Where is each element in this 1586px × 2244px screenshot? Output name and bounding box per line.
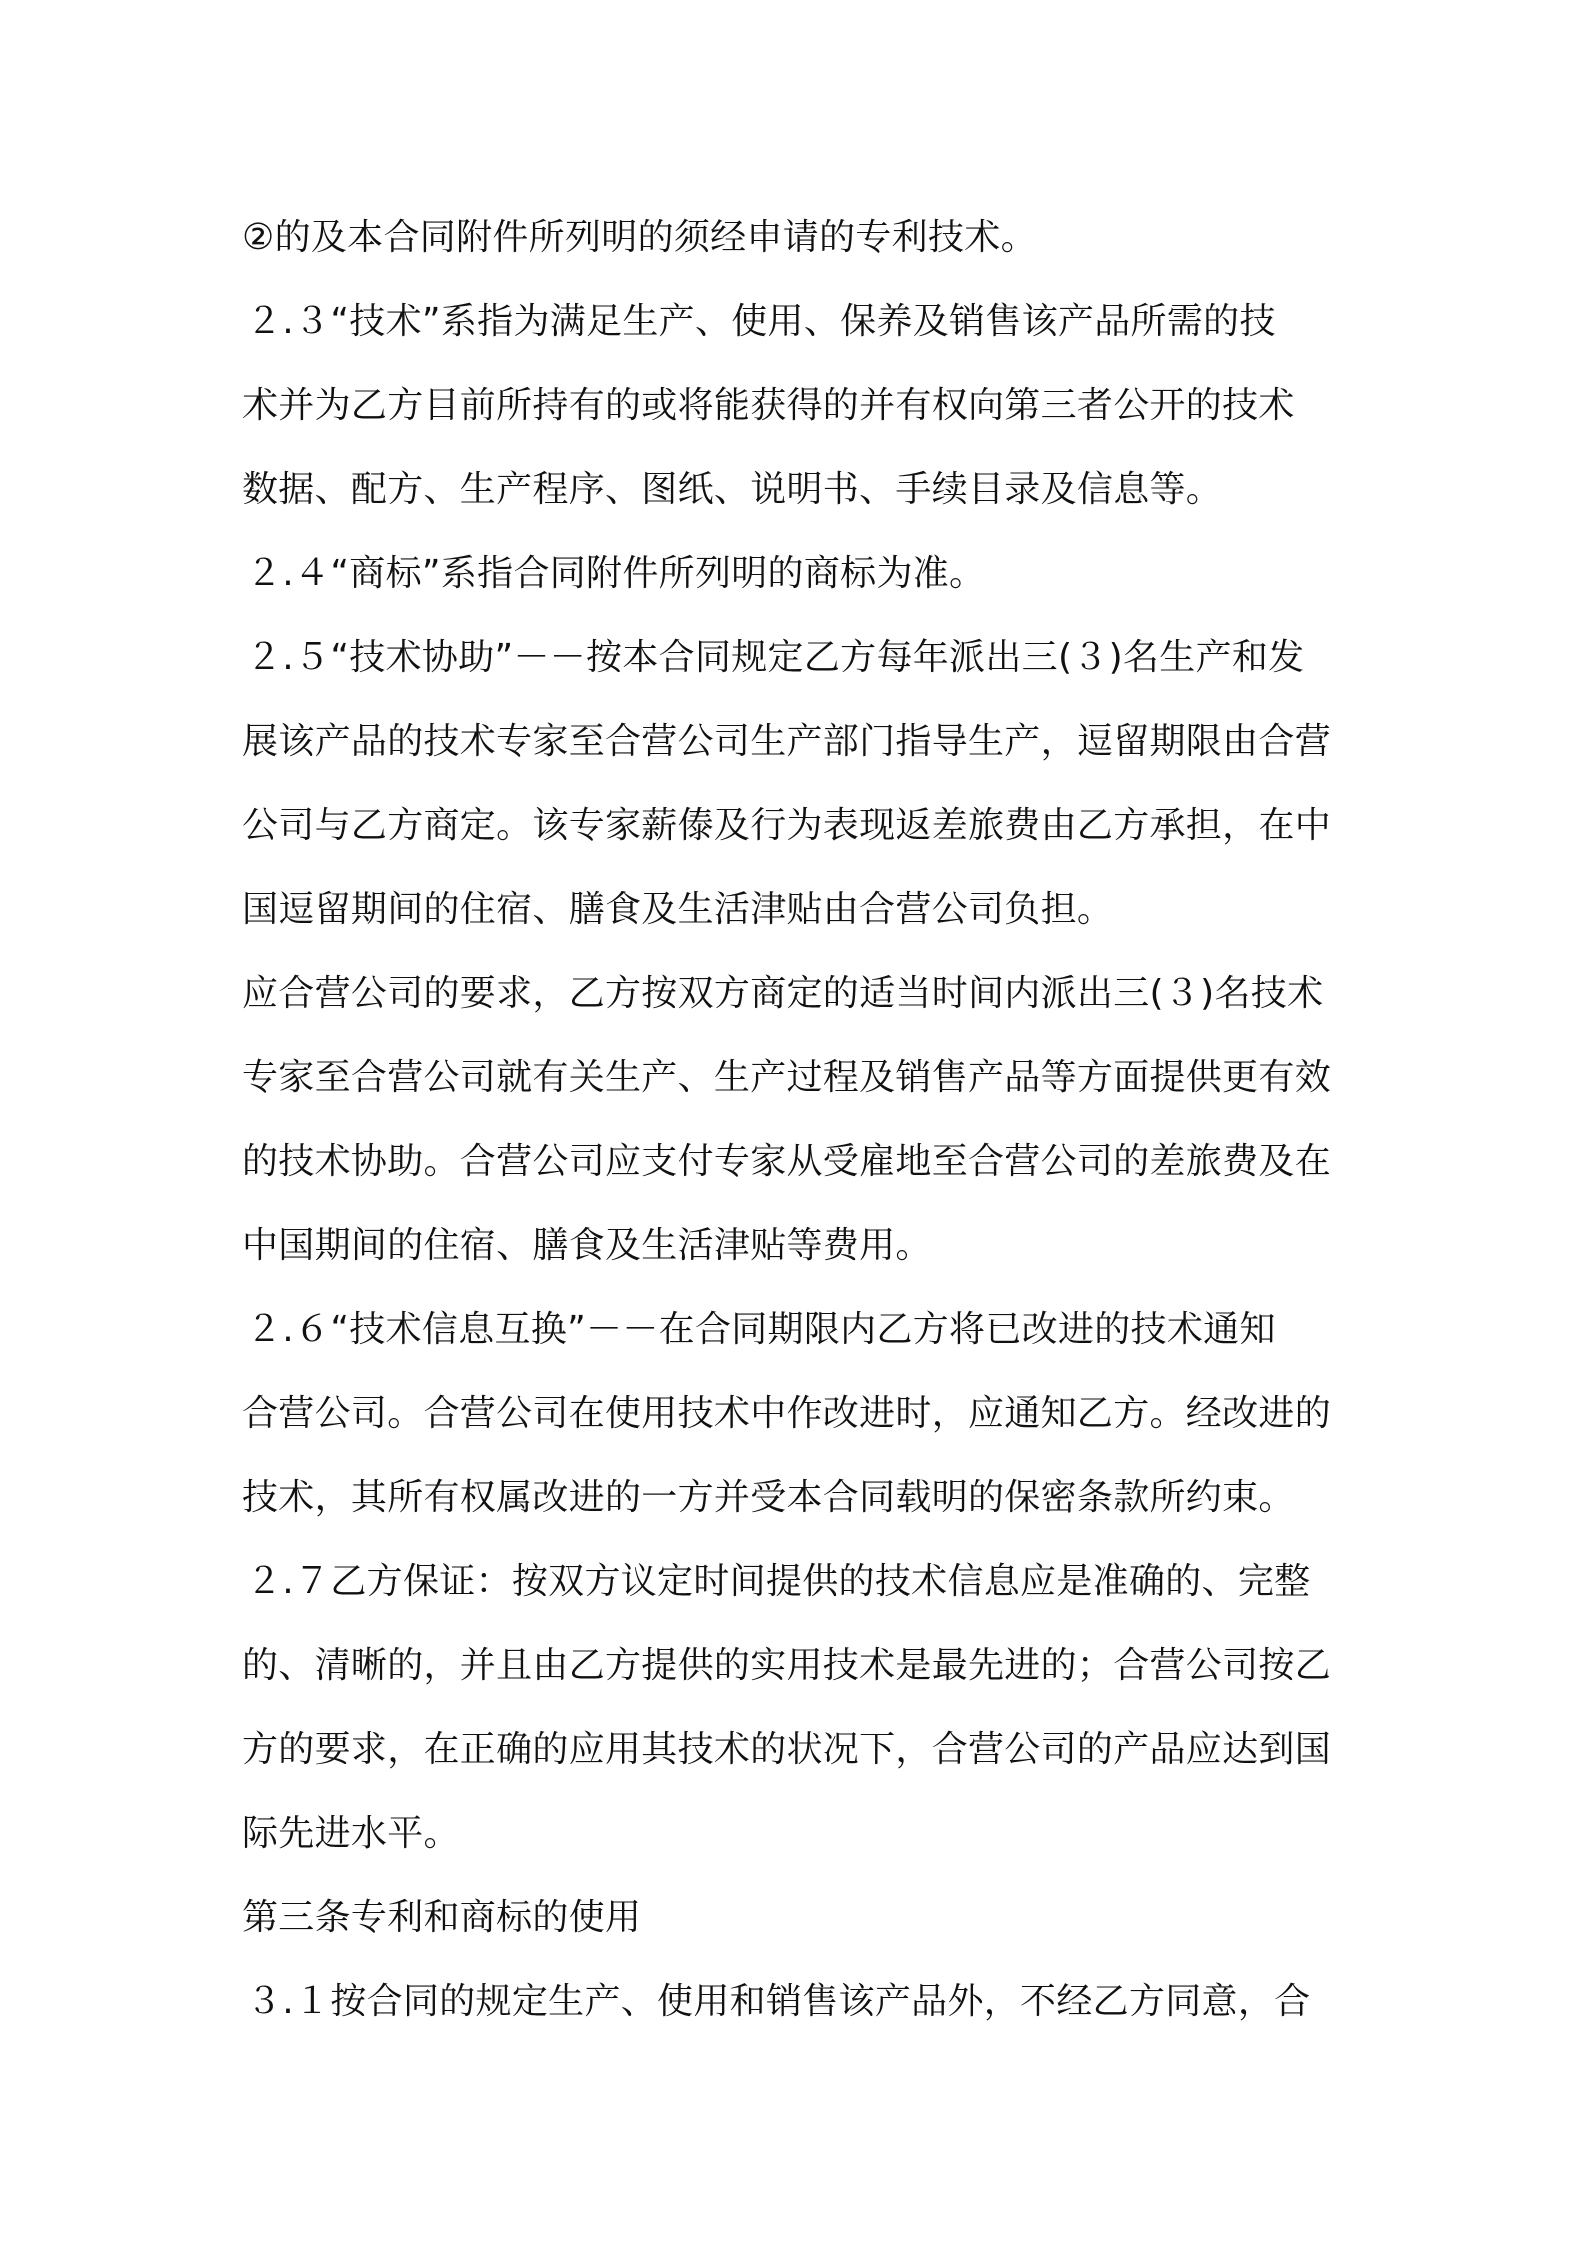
text-line: 数据、配方、生产程序、图纸、说明书、手续目录及信息等。 bbox=[242, 469, 1223, 510]
clause-3-1-line: ３.１按合同的规定生产、使用和销售该产品外，不经乙方同意，合 bbox=[246, 1981, 1311, 2022]
contract-text bbox=[242, 196, 1360, 2044]
article-3-heading: 第三条专利和商标的使用 bbox=[242, 1897, 642, 1938]
text-line: 国逗留期间的住宿、膳食及生活津贴由合营公司负担。 bbox=[242, 889, 1114, 930]
clause-2-5-line: ２.５“技术协助”－－按本合同规定乙方每年派出三(３)名生产和发 bbox=[246, 637, 1305, 678]
clause-2-3-line: ２.３“技术”系指为满足生产、使用、保养及销售该产品所需的技 bbox=[246, 301, 1276, 342]
text-line: 中国期间的住宿、膳食及生活津贴等费用。 bbox=[242, 1225, 932, 1266]
text-line: 技术，其所有权属改进的一方并受本合同载明的保密条款所约束。 bbox=[242, 1477, 1295, 1518]
text-line: 的技术协助。合营公司应支付专家从受雇地至合营公司的差旅费及在 bbox=[242, 1141, 1332, 1182]
clause-2-7-line: ２.７乙方保证：按双方议定时间提供的技术信息应是准确的、完整 bbox=[246, 1561, 1311, 1602]
text-line: 展该产品的技术专家至合营公司生产部门指导生产，逗留期限由合营 bbox=[242, 721, 1332, 762]
text-line: 际先进水平。 bbox=[242, 1813, 460, 1854]
text-line: 合营公司。合营公司在使用技术中作改进时，应通知乙方。经改进的 bbox=[242, 1393, 1332, 1434]
text-line: 方的要求，在正确的应用其技术的状况下，合营公司的产品应达到国 bbox=[242, 1729, 1332, 1770]
text-line: 专家至合营公司就有关生产、生产过程及销售产品等方面提供更有效 bbox=[242, 1057, 1332, 1098]
text-line: ②的及本合同附件所列明的须经申请的专利技术。 bbox=[242, 217, 1037, 258]
text-line: 术并为乙方目前所持有的或将能获得的并有权向第三者公开的技术 bbox=[242, 385, 1295, 426]
text-line: 应合营公司的要求，乙方按双方商定的适当时间内派出三(３)名技术 bbox=[242, 973, 1324, 1014]
text-line: 公司与乙方商定。该专家薪傣及行为表现返差旅费由乙方承担，在中 bbox=[242, 805, 1332, 846]
clause-2-6-line: ２.６“技术信息互换”－－在合同期限内乙方将已改进的技术通知 bbox=[246, 1309, 1276, 1350]
clause-2-4-line: ２.４“商标”系指合同附件所列明的商标为准。 bbox=[246, 553, 986, 594]
text-line: 的、清晰的，并且由乙方提供的实用技术是最先进的；合营公司按乙 bbox=[242, 1645, 1332, 1686]
